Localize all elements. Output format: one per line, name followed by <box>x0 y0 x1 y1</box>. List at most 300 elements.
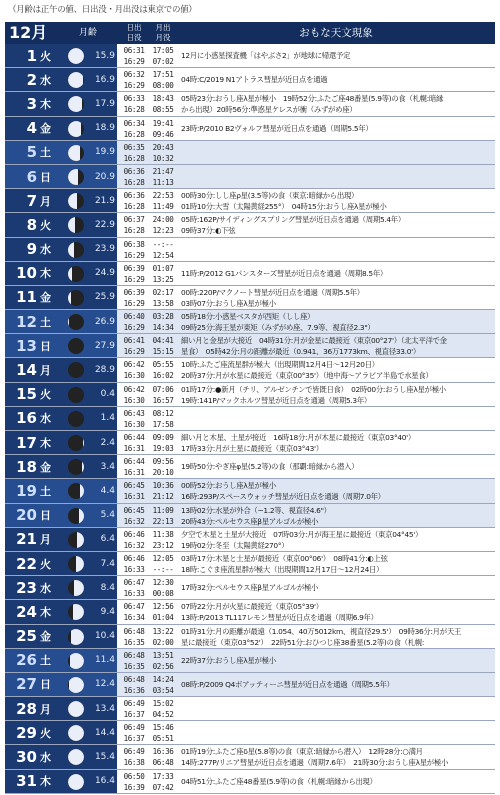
sunset-time: 16:35 <box>123 637 145 647</box>
day-cell <box>5 310 117 333</box>
day-cell <box>5 238 117 261</box>
weekday: 木 <box>40 97 51 111</box>
day-number: 17 <box>16 433 37 452</box>
table-row <box>5 238 495 262</box>
moon-phase-icon <box>68 362 84 378</box>
moon-times <box>148 431 178 454</box>
moon-lit-part <box>73 604 84 620</box>
moon-age: 14.4 <box>94 727 115 738</box>
moon-age: 8.4 <box>100 582 115 593</box>
day-cell <box>5 721 117 744</box>
sunset-time: 16:37 <box>123 710 145 720</box>
moon-age: 17.9 <box>94 98 115 109</box>
moonset-time: 01:04 <box>152 613 174 623</box>
moonset-time: 22:13 <box>152 516 174 526</box>
moon-times <box>148 44 178 67</box>
sun-times <box>119 770 149 793</box>
moonset-time: 10:32 <box>152 153 174 163</box>
table-row <box>5 552 495 576</box>
sun-times <box>119 117 149 140</box>
moon-times <box>148 383 178 406</box>
moon-header <box>148 23 178 43</box>
day-number: 3 <box>26 94 37 113</box>
table-row <box>5 600 495 624</box>
day-cell <box>5 745 117 768</box>
sunrise-time: 06:35 <box>123 142 145 152</box>
event-text: 星に最接近（東京03°52'） 22時51分:おひつじ座38番星(5.2等)の食（札幌: <box>181 637 425 647</box>
moon-phase-icon <box>68 193 84 209</box>
table-row <box>5 504 495 528</box>
weekday: 日 <box>40 678 51 692</box>
sunset-time: 16:38 <box>123 758 145 768</box>
event-text: 05時18分:小惑星ベスタが西矩（しし座） <box>181 312 315 322</box>
moon-lit-part <box>68 242 74 258</box>
moon-age: 21.9 <box>94 195 115 206</box>
moon-phase-icon <box>68 483 84 499</box>
day-cell <box>5 117 117 140</box>
sunrise-time: 06:48 <box>123 650 145 660</box>
table-row <box>5 673 495 697</box>
moonset-time: 21:12 <box>152 492 174 502</box>
weekday: 木 <box>40 436 51 450</box>
table-row <box>5 262 495 286</box>
events-cell <box>181 552 493 575</box>
day-cell <box>5 334 117 357</box>
weekday: 日 <box>40 170 51 184</box>
sunrise-time: 06:36 <box>123 191 145 201</box>
event-text: 08時:P/2009 Q4ボアッティーニ彗星が近日点を通過（周期5.5年） <box>181 679 394 689</box>
moonset-time: 00:08 <box>152 589 174 599</box>
moon-phase-icon <box>68 725 84 741</box>
sunset-time: 16:33 <box>123 589 145 599</box>
weekday: 火 <box>40 218 51 232</box>
moon-age: 9.4 <box>100 606 115 617</box>
moonset-time: --:-- <box>152 564 174 574</box>
weekday: 月 <box>40 364 51 378</box>
moonset-time: 05:51 <box>152 734 174 744</box>
sunset-time: 16:28 <box>123 202 145 212</box>
sun-times <box>119 600 149 623</box>
sun-times <box>119 310 149 333</box>
sunset-time: 16:29 <box>123 274 145 284</box>
day-cell <box>5 358 117 381</box>
sunset-time: 16:29 <box>123 323 145 333</box>
table-row <box>5 358 495 382</box>
event-text: 14時:277P/リニア彗星が近日点を通過（周期7.6年） 21時30分:おうし座λ星が極小 <box>181 758 449 768</box>
event-text: 01時17分:●新月（チリ、アルゼンチンで皆既日食） 02時00分:おうし座λ星が極小 <box>181 384 446 394</box>
table-row <box>5 92 495 116</box>
moon-lit-part <box>68 774 84 790</box>
sun-times <box>119 92 149 115</box>
moon-lit-part <box>83 435 84 451</box>
sun-times <box>119 625 149 648</box>
moon-times <box>148 189 178 212</box>
moon-age: 2.4 <box>100 437 115 448</box>
sun-times <box>119 528 149 551</box>
day-cell <box>5 455 117 478</box>
day-cell <box>5 552 117 575</box>
event-text: 17時32分:ペルセウス座β星アルゴルが極小 <box>181 583 319 593</box>
moon-lit-part <box>68 169 78 185</box>
day-number: 27 <box>16 675 37 694</box>
moonrise-time: 16:36 <box>152 747 174 757</box>
weekday: 水 <box>40 751 51 765</box>
moon-age: 27.9 <box>94 340 115 351</box>
moonset-time: 04:52 <box>152 710 174 720</box>
moon-phase-icon <box>68 145 84 161</box>
day-cell <box>5 649 117 672</box>
moon-lit-part <box>76 556 84 572</box>
event-text: 01時31分:月の距離が最遠（1.054、40万5012km、視直径29.5'） 09時36分:月が天王 <box>181 626 462 636</box>
moon-lit-part <box>68 266 72 282</box>
moon-age: 16.4 <box>94 776 115 787</box>
sunrise-time: 06:47 <box>123 578 145 588</box>
sunset-time: 16:39 <box>123 782 145 792</box>
moon-lit-part <box>68 217 75 233</box>
moonrise-time: 14:24 <box>152 674 174 684</box>
sunset-time: 16:31 <box>123 444 145 453</box>
moon-lit-part <box>68 749 84 765</box>
sunrise-time: 06:39 <box>123 287 145 297</box>
moonset-time: 13:25 <box>152 274 174 284</box>
event-text: 19時50分:やぎ座φ星(5.2等)の食（那覇:暗縁から潜入） <box>181 462 359 472</box>
moon-times <box>148 479 178 502</box>
moon-lit-part <box>80 483 84 499</box>
day-cell <box>5 213 117 236</box>
moon-phase-icon <box>68 749 84 765</box>
moon-phase-icon <box>68 169 84 185</box>
sunrise-time: 06:38 <box>123 239 145 249</box>
day-number: 6 <box>26 167 37 186</box>
day-number: 26 <box>16 651 37 670</box>
day-number: 24 <box>16 602 37 621</box>
weekday: 金 <box>40 291 51 305</box>
events-cell <box>181 383 493 406</box>
sun-times <box>119 165 149 188</box>
weekday: 土 <box>40 654 51 668</box>
moon-age: 12.4 <box>94 679 115 690</box>
table-row <box>5 117 495 141</box>
day-number: 9 <box>26 240 37 259</box>
moon-lit-part <box>70 653 84 669</box>
weekday: 火 <box>40 726 51 740</box>
sun-times <box>119 44 149 67</box>
moon-lit-part <box>68 145 80 161</box>
moonrise-time: 24:00 <box>152 215 174 225</box>
moonset-time: 23:12 <box>152 540 174 550</box>
sunset-time: 16:28 <box>123 153 145 163</box>
event-text: 01時10分:大雪（太陽黄経255°） 04時15分:おうし座λ星が極小 <box>181 202 387 212</box>
sunrise-time: 06:37 <box>123 215 145 225</box>
moon-times <box>148 770 178 793</box>
table-row <box>5 697 495 721</box>
events-cell <box>181 576 493 599</box>
table-row <box>5 286 495 310</box>
sun-times <box>119 213 149 236</box>
day-number: 20 <box>16 506 37 525</box>
sun-times <box>119 68 149 91</box>
day-cell <box>5 262 117 285</box>
day-cell <box>5 44 117 67</box>
sunrise-time: 06:41 <box>123 336 145 346</box>
event-text: 17時33分:月が土星に最接近（東京03°43'） <box>181 444 323 453</box>
table-row <box>5 213 495 237</box>
moon-phase-icon <box>68 411 84 427</box>
events-cell <box>181 649 493 672</box>
day-number: 5 <box>26 143 37 162</box>
moonset-time: 03:54 <box>152 685 174 695</box>
day-cell <box>5 141 117 164</box>
moon-age: 10.4 <box>94 631 115 642</box>
moonrise-time: 08:12 <box>152 408 174 418</box>
sunset-time: 16:29 <box>123 57 145 66</box>
sunset-time: 16:31 <box>123 492 145 502</box>
table-header <box>5 22 495 44</box>
weekday: 水 <box>40 73 51 87</box>
sunset-time: 16:32 <box>123 516 145 526</box>
event-text: 19時:141P/マックホルツ彗星が近日点を通過（周期5.3年） <box>181 395 372 405</box>
sunrise-header: 日出 <box>126 23 142 32</box>
moon-lit-part <box>68 290 71 306</box>
moonrise-time: 12:05 <box>152 553 174 563</box>
moonset-time: 06:48 <box>152 758 174 768</box>
table-row <box>5 770 495 794</box>
moon-phase-icon <box>68 604 84 620</box>
moon-phase-icon <box>68 387 84 403</box>
weekday: 水 <box>40 581 51 595</box>
moon-times <box>148 165 178 188</box>
sun-times <box>119 504 149 527</box>
moon-phase-icon <box>68 242 84 258</box>
day-number: 30 <box>16 748 37 767</box>
event-text: 夕空で木星と土星が大接近 07時03分:月が海王星に最接近（東京04°45'） <box>181 529 423 539</box>
moon-phase-icon <box>68 266 84 282</box>
moon-times <box>148 625 178 648</box>
moon-age: 19.9 <box>94 147 115 158</box>
sunset-time: 16:30 <box>123 371 145 381</box>
day-number: 4 <box>26 119 37 138</box>
event-text: 04時:C/2019 N1アトラス彗星が近日点を通過 <box>181 75 328 85</box>
moon-times <box>148 92 178 115</box>
moonrise-time: 21:47 <box>152 166 174 176</box>
event-text: 星食） 05時42分:月の距離が最近（0.941、36万1773km、視直径33.0'） <box>181 347 420 357</box>
moonrise-time: --:-- <box>152 239 174 249</box>
moonrise-time: 09:56 <box>152 457 174 467</box>
moonset-time: 12:54 <box>152 250 174 260</box>
sun-times <box>119 455 149 478</box>
event-text: 16時:293P/スペースウォッチ彗星が近日点を通過（周期7.0年） <box>181 492 385 502</box>
sunrise-time: 06:39 <box>123 263 145 273</box>
events-cell <box>181 68 493 91</box>
sun-times <box>119 721 149 744</box>
moon-age: 5.4 <box>100 510 115 521</box>
moonrise-time: 17:51 <box>152 70 174 80</box>
weekday: 火 <box>40 557 51 571</box>
moonrise-header: 月出 <box>155 23 171 32</box>
moon-times <box>148 697 178 720</box>
moonset-time: 11:13 <box>152 177 174 187</box>
moonset-time: 02:00 <box>152 637 174 647</box>
moonrise-time: 19:41 <box>152 118 174 128</box>
moon-times <box>148 68 178 91</box>
moonset-time: 20:10 <box>152 468 174 478</box>
day-number: 2 <box>26 70 37 89</box>
moon-times <box>148 504 178 527</box>
day-number: 25 <box>16 627 37 646</box>
moonset-time: 08:00 <box>152 81 174 91</box>
moonset-time: 12:23 <box>152 226 174 236</box>
sunset-time: 16:32 <box>123 540 145 550</box>
events-cell <box>181 262 493 285</box>
weekday: 月 <box>40 702 51 716</box>
sunrise-time: 06:46 <box>123 553 145 563</box>
event-text: 20時37分:月が水星に最接近（東京00°35'）（地中海〜アラビア半島で水星食） <box>181 371 433 381</box>
sunrise-time: 06:49 <box>123 723 145 733</box>
day-number: 31 <box>16 772 37 791</box>
events-cell <box>181 92 493 115</box>
day-number: 21 <box>16 530 37 549</box>
day-cell <box>5 697 117 720</box>
events-cell <box>181 697 493 720</box>
table-row <box>5 625 495 649</box>
moon-phase-icon <box>68 580 84 596</box>
weekday: 火 <box>40 49 51 63</box>
day-cell <box>5 576 117 599</box>
day-number: 8 <box>26 215 37 234</box>
sunrise-time: 06:40 <box>123 312 145 322</box>
moonrise-time: 22:53 <box>152 191 174 201</box>
moon-times <box>148 358 178 381</box>
weekday: 金 <box>40 630 51 644</box>
moon-lit-part <box>68 121 81 137</box>
sunset-time: 16:28 <box>123 129 145 139</box>
events-cell <box>181 600 493 623</box>
table-row <box>5 455 495 479</box>
day-cell <box>5 92 117 115</box>
weekday: 土 <box>40 484 51 498</box>
event-text: 19時02分:冬至（太陽黄経270°） <box>181 540 289 550</box>
sun-times <box>119 745 149 768</box>
sun-times <box>119 141 149 164</box>
moon-times <box>148 407 178 430</box>
moon-age: 22.9 <box>94 219 115 230</box>
table-row <box>5 721 495 745</box>
table-row <box>5 334 495 358</box>
weekday: 金 <box>40 460 51 474</box>
sunrise-time: 06:42 <box>123 384 145 394</box>
table-row <box>5 576 495 600</box>
moonset-time: 15:15 <box>152 347 174 357</box>
moon-times <box>148 576 178 599</box>
event-text: 00時52分:おうし座λ星が極小 <box>181 481 276 491</box>
moon-lit-part <box>68 314 69 330</box>
weekday: 木 <box>40 267 51 281</box>
moon-age: 25.9 <box>94 292 115 303</box>
moon-phase-icon <box>68 48 84 64</box>
moonset-time: 19:03 <box>152 444 174 453</box>
day-number: 11 <box>16 288 37 307</box>
events-cell <box>181 238 493 261</box>
sunrise-time: 06:48 <box>123 626 145 636</box>
moon-phase-icon <box>68 508 84 524</box>
table-row <box>5 44 495 68</box>
moon-phase-icon <box>68 72 84 88</box>
table-row <box>5 479 495 503</box>
sunrise-time: 06:44 <box>123 433 145 442</box>
sun-times <box>119 286 149 309</box>
moon-age: 6.4 <box>100 534 115 545</box>
event-text: 09時37分:◐下弦 <box>181 226 236 236</box>
day-number: 14 <box>16 361 37 380</box>
moon-times <box>148 141 178 164</box>
moonset-time: 09:46 <box>152 129 174 139</box>
moon-lit-part <box>68 72 83 88</box>
sun-times <box>119 334 149 357</box>
events-cell <box>181 213 493 236</box>
weekday: 日 <box>40 509 51 523</box>
sunrise-time: 06:34 <box>123 118 145 128</box>
events-cell <box>181 625 493 648</box>
moonset-header: 月没 <box>155 33 171 42</box>
sunset-time: 16:36 <box>123 685 145 695</box>
sunrise-time: 06:31 <box>123 46 145 55</box>
sun-times <box>119 189 149 212</box>
event-text: 11時:P/2012 G1パンスターズ彗星が近日点を通過（周期8.5年） <box>181 268 387 278</box>
event-text: 00時:220P/マクノート彗星が近日点を通過（周期5.5年） <box>181 287 364 297</box>
day-cell <box>5 165 117 188</box>
events-cell <box>181 286 493 309</box>
moon-age: 7.4 <box>100 558 115 569</box>
event-text: 18時:こぐま座流星群が極大（出現期間12月17日〜12月24日） <box>181 564 384 574</box>
events-header: おもな天文現象 <box>299 27 373 39</box>
moonrise-time: 03:28 <box>152 312 174 322</box>
sunset-header: 日没 <box>126 33 142 42</box>
day-cell <box>5 625 117 648</box>
events-cell <box>181 745 493 768</box>
weekday: 金 <box>40 122 51 136</box>
sunrise-time: 06:47 <box>123 602 145 612</box>
events-cell <box>181 504 493 527</box>
moon-lit-part <box>68 96 82 112</box>
sunset-time: 16:28 <box>123 226 145 236</box>
moonrise-time: 17:33 <box>152 771 174 781</box>
day-cell <box>5 770 117 793</box>
sun-times <box>119 576 149 599</box>
event-text: 00時30分:しし座ρ星(3.5等)の食（東京:暗縁から出現） <box>181 191 359 201</box>
weekday: 火 <box>40 388 51 402</box>
table-row <box>5 310 495 334</box>
moonrise-time: 20:43 <box>152 142 174 152</box>
event-text: から出現）20時56分:準惑星ケレスが衝（みずがめ座） <box>181 105 357 115</box>
day-cell <box>5 431 117 454</box>
sunset-time: 16:29 <box>123 250 145 260</box>
moonset-time: 14:34 <box>152 323 174 333</box>
day-cell <box>5 600 117 623</box>
event-text: 10時:ふたご座流星群が極大（出現期間12月4日〜12月20日） <box>181 360 379 370</box>
events-cell <box>181 528 493 551</box>
sunrise-time: 06:42 <box>123 360 145 370</box>
sunrise-time: 06:45 <box>123 505 145 515</box>
moon-phase-icon <box>68 774 84 790</box>
moon-lit-part <box>77 532 84 548</box>
events-cell <box>181 189 493 212</box>
moon-phase-icon <box>68 121 84 137</box>
moon-age: 0.4 <box>100 389 115 400</box>
moon-times <box>148 238 178 261</box>
sun-times <box>119 431 149 454</box>
moon-lit-part <box>68 701 84 717</box>
moon-age: 11.4 <box>94 655 115 666</box>
